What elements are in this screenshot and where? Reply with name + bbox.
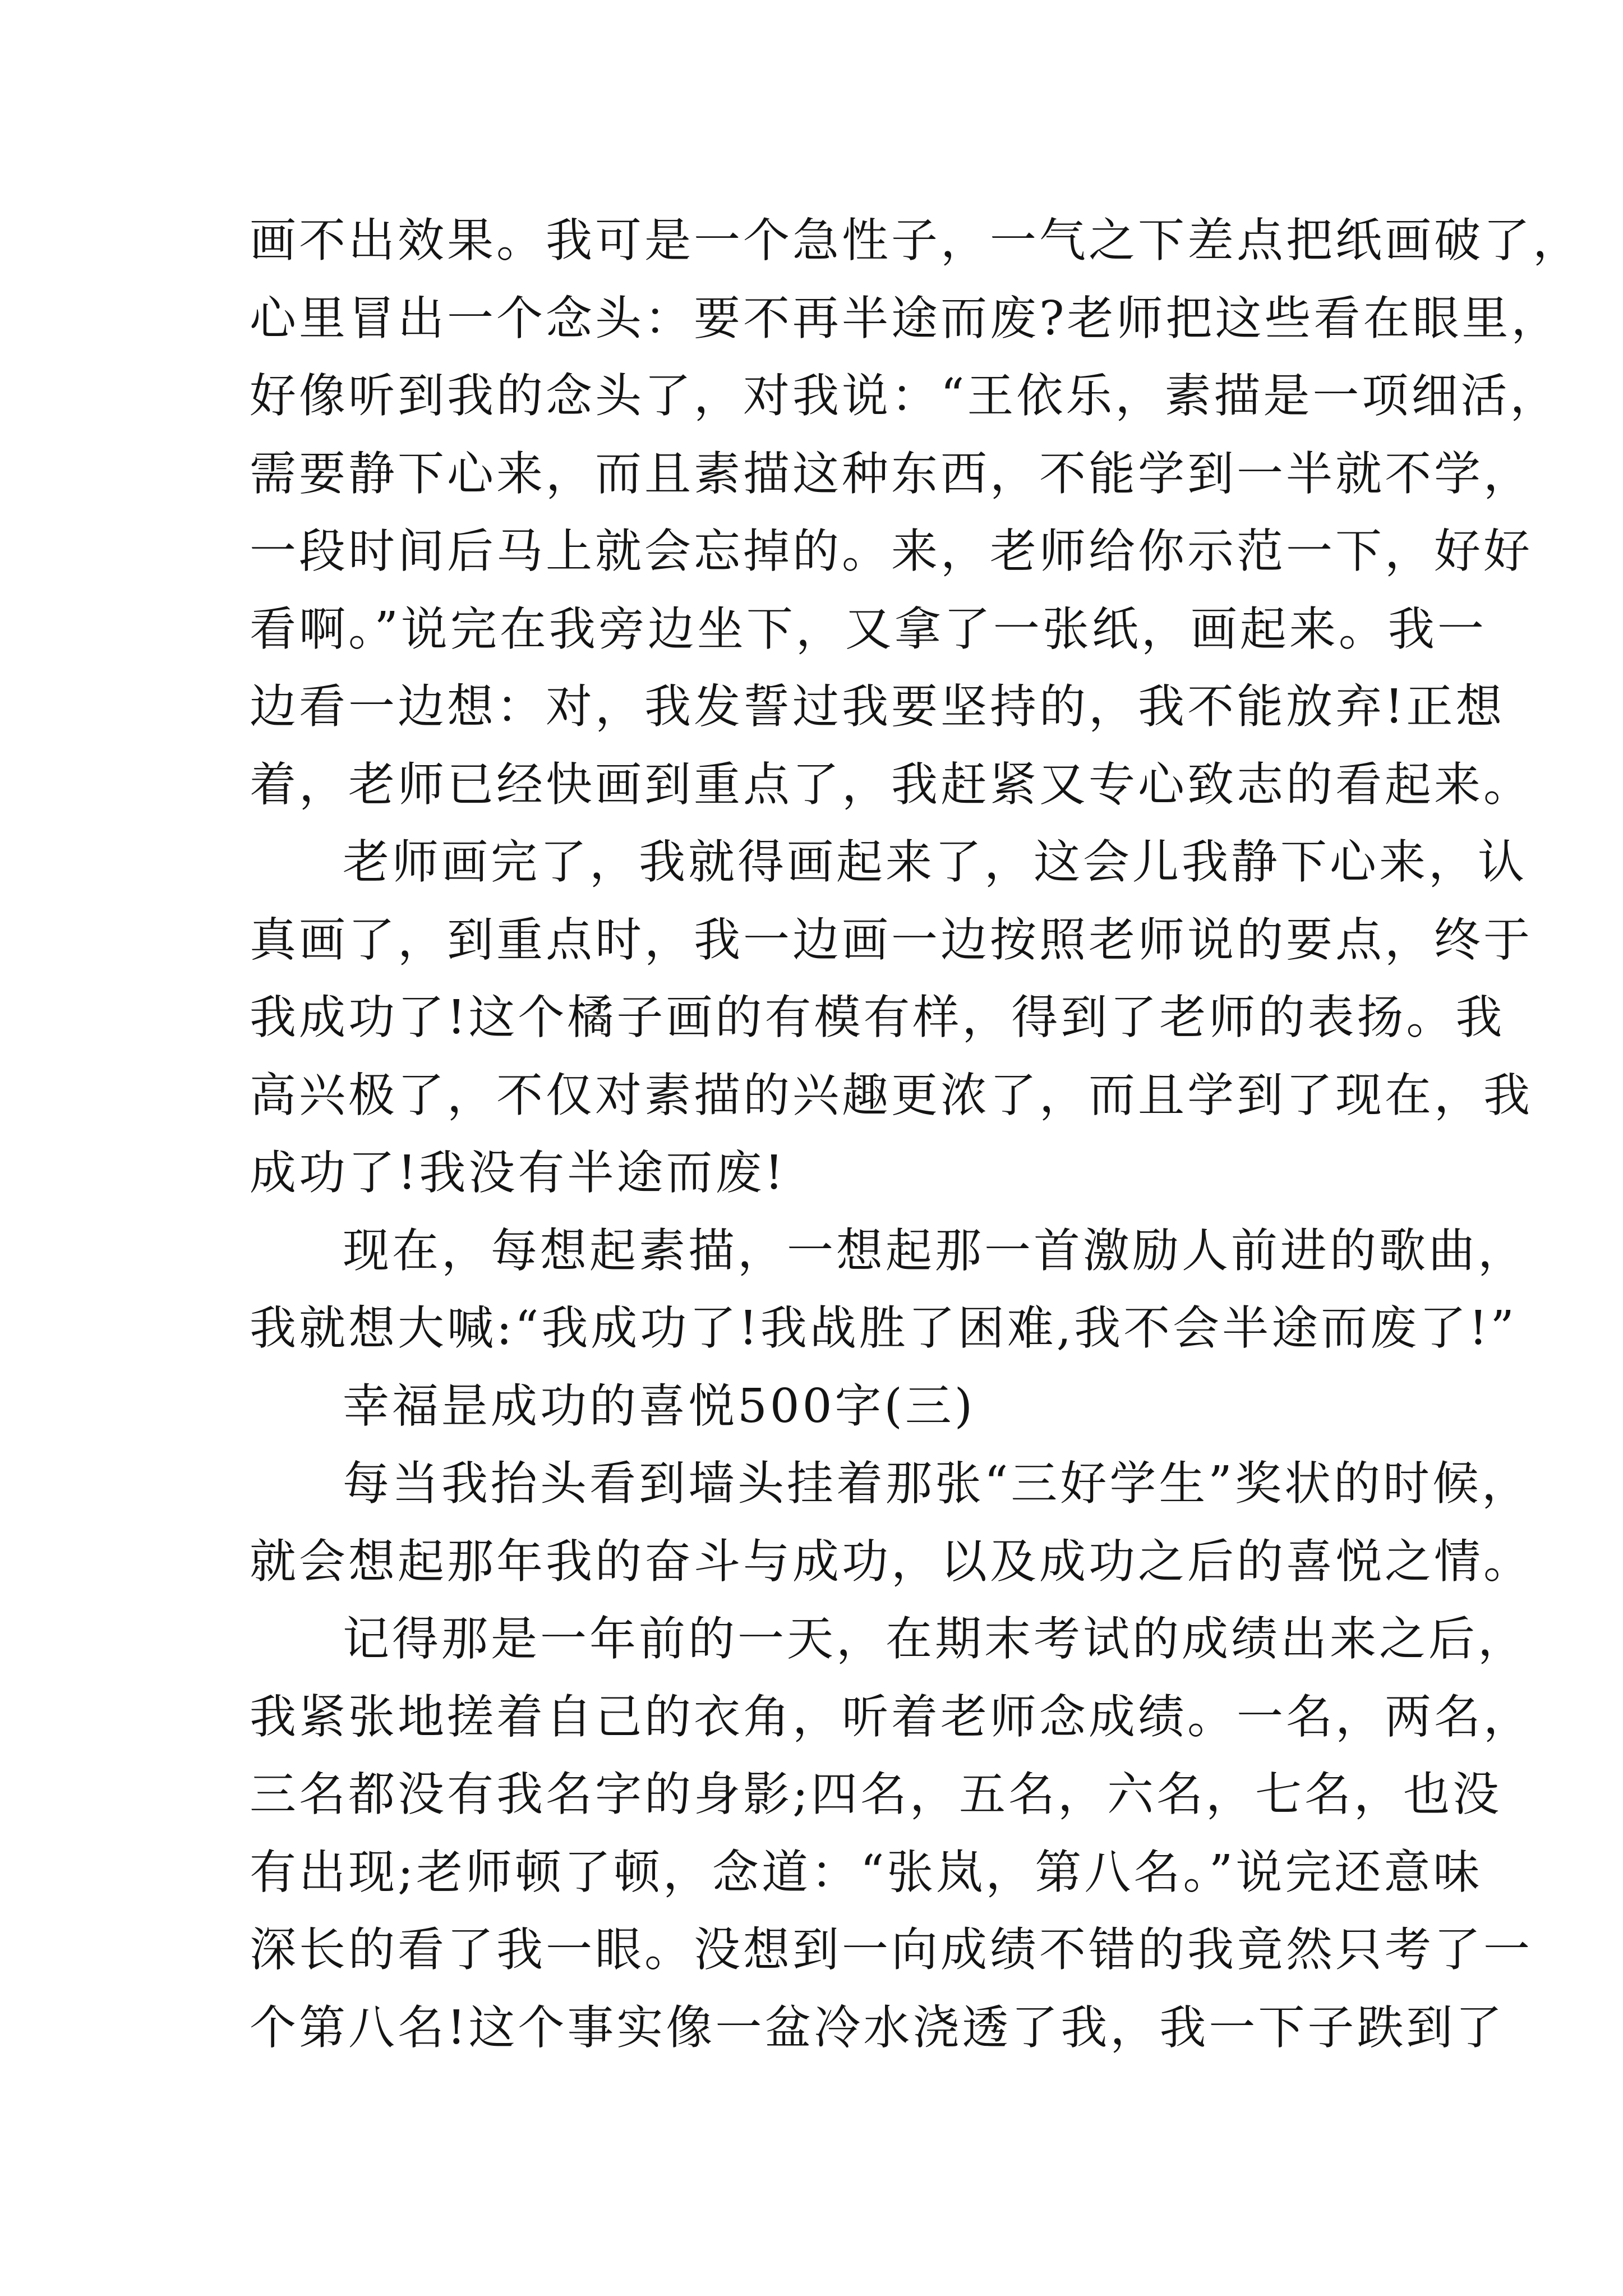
text-line: 需要静下心来，而且素描这种东西，不能学到一半就不学，	[250, 446, 1533, 501]
text-line: 成功了!我没有半途而废!	[250, 1145, 786, 1200]
text-line: 个第八名!这个事实像一盆冷水浇透了我，我一下子跌到了	[250, 2000, 1505, 2055]
text-line: 边看一边想：对，我发誓过我要坚持的，我不能放弃!正想	[250, 679, 1505, 734]
paragraph-start-line: 现在，每想起素描，一想起那一首激励人前进的歌曲，	[343, 1223, 1527, 1278]
text-line: 真画了，到重点时，我一边画一边按照老师说的要点，终于	[250, 912, 1533, 967]
text-line: 三名都没有我名字的身影;四名，五名，六名，七名，也没	[250, 1767, 1502, 1821]
text-line: 我紧张地搓着自己的衣角，听着老师念成绩。一名，两名，	[250, 1689, 1533, 1744]
text-line: 我就想大喊:“我成功了!我战胜了困难,我不会半途而废了!”	[250, 1301, 1517, 1355]
text-line: 我成功了!这个橘子画的有模有样，得到了老师的表扬。我	[250, 990, 1505, 1045]
section-heading: 幸福昰成功的喜悦500字(三)	[343, 1378, 976, 1433]
paragraph-start-line: 每当我抬头看到墙头挂着那张“三好学生”奖状的时候，	[343, 1456, 1531, 1511]
text-line: 深长的看了我一眼。没想到一向成绩不错的我竟然只考了一	[250, 1922, 1533, 1977]
text-line: 看啊。”说完在我旁边坐下，又拿了一张纸，画起来。我一	[250, 601, 1487, 656]
text-line: 好像听到我的念头了，对我说：“王依乐，素描是一项细活，	[250, 369, 1560, 423]
text-line: 就会想起那年我的奋斗与成功，以及成功之后的喜悦之情。	[250, 1534, 1533, 1589]
text-line: 着，老师已经快画到重点了，我赶紧又专心致志的看起来。	[250, 757, 1533, 812]
text-line: 有出现;老师顿了顿，念道：“张岚，第八名。”说完还意味	[250, 1844, 1483, 1899]
text-line: 一段时间后马上就会忘掉的。来，老师给你示范一下，好好	[250, 524, 1533, 578]
essay-text	[250, 202, 1582, 2067]
text-line: 心里冒出一个念头：要不再半途而废?老师把这些看在眼里，	[250, 291, 1561, 346]
text-line: 画不出效果。我可是一个急性子，一气之下差点把纸画破了，	[250, 213, 1582, 268]
paragraph-start-line: 记得那是一年前的一天，在期末考试的成绩出来之后，	[343, 1612, 1527, 1666]
text-line: 高兴极了，不仅对素描的兴趣更浓了，而且学到了现在，我	[250, 1068, 1533, 1122]
paragraph-start-line: 老师画完了，我就得画起来了，这会儿我静下心来，认	[343, 835, 1527, 889]
